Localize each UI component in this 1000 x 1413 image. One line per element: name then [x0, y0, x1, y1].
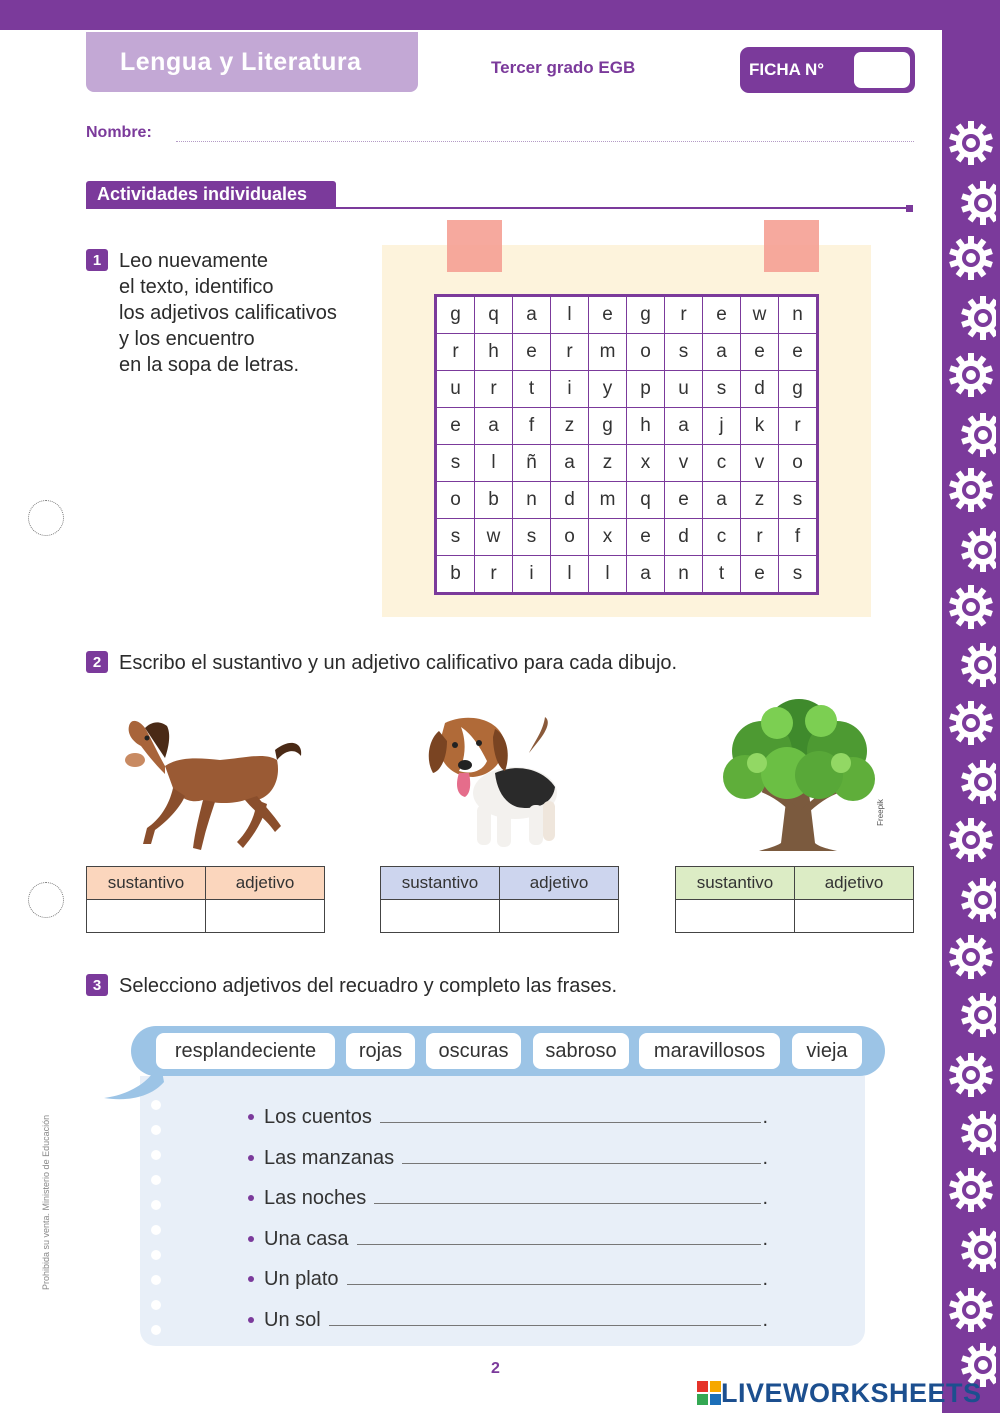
- grid-letter-cell[interactable]: u: [665, 371, 703, 408]
- answer-blank[interactable]: [380, 1122, 762, 1123]
- bubble-tail: [104, 1060, 164, 1104]
- grid-letter-cell[interactable]: n: [779, 296, 818, 334]
- sentence-row: [248, 1182, 768, 1210]
- tape-left: [447, 220, 502, 272]
- grid-row: [436, 296, 818, 334]
- table-header-sustantivo: sustantivo: [87, 867, 206, 900]
- answer-blank[interactable]: [402, 1163, 761, 1164]
- grid-letter-cell[interactable]: e: [589, 296, 627, 334]
- gear-icon: [946, 1108, 996, 1158]
- notebook-ring: [151, 1325, 161, 1335]
- grid-letter-cell[interactable]: ñ: [513, 445, 551, 482]
- grid-letter-cell[interactable]: u: [436, 371, 475, 408]
- grid-letter-cell[interactable]: a: [551, 445, 589, 482]
- grid-letter-cell[interactable]: c: [703, 445, 741, 482]
- subject-title: Lengua y Literatura: [86, 32, 418, 92]
- grid-letter-cell[interactable]: m: [589, 334, 627, 371]
- answer-blank[interactable]: [329, 1325, 762, 1326]
- punch-hole: [28, 500, 64, 536]
- grid-letter-cell[interactable]: b: [436, 556, 475, 594]
- sentence-row: [248, 1142, 768, 1170]
- grid-letter-cell[interactable]: o: [436, 482, 475, 519]
- grid-letter-cell[interactable]: k: [741, 408, 779, 445]
- sentence-row: [248, 1101, 768, 1129]
- table-header-adjetivo: adjetivo: [500, 867, 619, 900]
- instruction-line: el texto, identifico: [119, 276, 274, 298]
- bullet: [248, 1155, 254, 1161]
- instruction-line: los adjetivos calificativos: [119, 302, 337, 324]
- grid-letter-cell[interactable]: z: [551, 408, 589, 445]
- grid-letter-cell[interactable]: s: [436, 445, 475, 482]
- grid-letter-cell[interactable]: e: [741, 556, 779, 594]
- copyright-note: Prohibida su venta. Ministerio de Educación: [41, 1114, 51, 1290]
- tree-picture: [717, 693, 882, 855]
- grid-letter-cell[interactable]: l: [589, 556, 627, 594]
- grid-letter-cell[interactable]: m: [589, 482, 627, 519]
- grid-letter-cell[interactable]: e: [627, 519, 665, 556]
- gear-icon: [946, 698, 996, 748]
- sentence-start: Un sol: [264, 1309, 321, 1331]
- sentence-start: Un plato: [264, 1268, 339, 1290]
- grid-letter-cell[interactable]: o: [779, 445, 818, 482]
- answer-blank[interactable]: [374, 1203, 761, 1204]
- grid-letter-cell[interactable]: s: [513, 519, 551, 556]
- notebook-ring: [151, 1225, 161, 1235]
- grid-letter-cell[interactable]: r: [436, 334, 475, 371]
- sentence-end: .: [762, 1106, 768, 1128]
- word-chip[interactable]: maravillosos: [639, 1033, 780, 1069]
- adjetivo-answer-field[interactable]: [500, 900, 619, 933]
- sentence-start: Las manzanas: [264, 1147, 395, 1169]
- grid-row: [436, 408, 818, 445]
- gear-icon: [946, 350, 996, 400]
- grid-letter-cell[interactable]: d: [665, 519, 703, 556]
- notebook-ring: [151, 1275, 161, 1285]
- gear-icon: [946, 410, 996, 460]
- grid-letter-cell[interactable]: h: [627, 408, 665, 445]
- sustantivo-answer-field[interactable]: [676, 900, 795, 933]
- section-rule: [86, 207, 912, 209]
- activity-1-instruction: [119, 248, 379, 378]
- gear-icon: [946, 525, 996, 575]
- sentence-row: [248, 1263, 768, 1291]
- notebook-ring: [151, 1175, 161, 1185]
- grid-letter-cell[interactable]: r: [779, 408, 818, 445]
- activity-1-number: 1: [86, 249, 108, 271]
- notebook-ring: [151, 1200, 161, 1210]
- liveworksheets-brand: LIVEWORKSHEETS: [721, 1377, 982, 1408]
- activity-2-number: 2: [86, 651, 108, 673]
- gear-icon: [946, 293, 996, 343]
- sentence-end: .: [762, 1309, 768, 1331]
- bullet: [248, 1276, 254, 1282]
- grid-letter-cell[interactable]: t: [703, 556, 741, 594]
- grid-letter-cell[interactable]: r: [551, 334, 589, 371]
- notebook-ring: [151, 1250, 161, 1260]
- word-search-grid[interactable]: [434, 294, 819, 595]
- grid-letter-cell[interactable]: r: [475, 556, 513, 594]
- activity-2-instruction: Escribo el sustantivo y un adjetivo calificativo para cada dibujo.: [119, 652, 678, 674]
- sustantivo-answer-field[interactable]: [87, 900, 206, 933]
- grid-letter-cell[interactable]: a: [475, 408, 513, 445]
- noun-adjective-table-horse: [86, 866, 325, 933]
- sentence-row: [248, 1304, 768, 1332]
- grid-letter-cell[interactable]: i: [551, 371, 589, 408]
- notebook-ring: [151, 1300, 161, 1310]
- horse-picture: [125, 708, 305, 856]
- grid-letter-cell[interactable]: j: [703, 408, 741, 445]
- nombre-field[interactable]: [176, 141, 914, 142]
- grid-letter-cell[interactable]: e: [436, 408, 475, 445]
- grid-letter-cell[interactable]: v: [741, 445, 779, 482]
- grid-letter-cell[interactable]: e: [779, 334, 818, 371]
- grid-letter-cell[interactable]: r: [741, 519, 779, 556]
- grid-letter-cell[interactable]: a: [703, 482, 741, 519]
- gear-icon: [946, 233, 996, 283]
- grid-letter-cell[interactable]: x: [627, 445, 665, 482]
- grid-letter-cell[interactable]: s: [779, 482, 818, 519]
- word-chip[interactable]: oscuras: [426, 1033, 521, 1069]
- notebook-ring: [151, 1150, 161, 1160]
- grid-letter-cell[interactable]: r: [475, 371, 513, 408]
- grid-letter-cell[interactable]: b: [475, 482, 513, 519]
- ficha-label: FICHA N°: [749, 60, 825, 79]
- sentence-start: Las noches: [264, 1187, 367, 1209]
- grid-letter-cell[interactable]: z: [741, 482, 779, 519]
- image-credit: Freepik: [875, 799, 885, 826]
- grid-letter-cell[interactable]: n: [513, 482, 551, 519]
- grid-letter-cell[interactable]: t: [513, 371, 551, 408]
- sentence-end: .: [762, 1268, 768, 1290]
- grid-letter-cell[interactable]: f: [779, 519, 818, 556]
- tape-right: [764, 220, 819, 272]
- grid-letter-cell[interactable]: r: [665, 296, 703, 334]
- grid-letter-cell[interactable]: o: [627, 334, 665, 371]
- instruction-line: Leo nuevamente: [119, 250, 269, 272]
- word-chip[interactable]: rojas: [346, 1033, 415, 1069]
- top-bar: [0, 0, 1000, 30]
- grid-letter-cell[interactable]: e: [741, 334, 779, 371]
- grid-letter-cell[interactable]: a: [665, 408, 703, 445]
- gear-icon: [946, 932, 996, 982]
- grid-letter-cell[interactable]: a: [513, 296, 551, 334]
- grid-letter-cell[interactable]: l: [475, 445, 513, 482]
- grid-letter-cell[interactable]: h: [475, 334, 513, 371]
- ficha-number-field[interactable]: [854, 52, 910, 88]
- section-label: Actividades individuales: [86, 181, 336, 208]
- gear-icon: [946, 1050, 996, 1100]
- bullet: [248, 1236, 254, 1242]
- sentence-end: .: [762, 1147, 768, 1169]
- grid-letter-cell[interactable]: q: [475, 296, 513, 334]
- grid-letter-cell[interactable]: z: [589, 445, 627, 482]
- gear-icon: [946, 990, 996, 1040]
- bullet: [248, 1317, 254, 1323]
- answer-blank[interactable]: [347, 1284, 762, 1285]
- sustantivo-answer-field[interactable]: [381, 900, 500, 933]
- punch-hole: [28, 882, 64, 918]
- liveworksheets-logo[interactable]: [697, 1378, 982, 1408]
- table-header-sustantivo: sustantivo: [676, 867, 795, 900]
- grid-letter-cell[interactable]: a: [627, 556, 665, 594]
- grid-letter-cell[interactable]: e: [665, 482, 703, 519]
- section-rule-end: [906, 205, 913, 212]
- table-header-adjetivo: adjetivo: [795, 867, 914, 900]
- grid-letter-cell[interactable]: l: [551, 296, 589, 334]
- gear-icon: [946, 465, 996, 515]
- sentence-end: .: [762, 1187, 768, 1209]
- word-chip[interactable]: sabroso: [533, 1033, 629, 1069]
- notebook-ring: [151, 1125, 161, 1135]
- grid-letter-cell[interactable]: e: [703, 296, 741, 334]
- instruction-line: en la sopa de letras.: [119, 354, 300, 376]
- grid-row: [436, 482, 818, 519]
- grid-row: [436, 445, 818, 482]
- grid-letter-cell[interactable]: d: [551, 482, 589, 519]
- grid-letter-cell[interactable]: e: [513, 334, 551, 371]
- grid-letter-cell[interactable]: v: [665, 445, 703, 482]
- adjetivo-answer-field[interactable]: [206, 900, 325, 933]
- grid-letter-cell[interactable]: y: [589, 371, 627, 408]
- grid-letter-cell[interactable]: p: [627, 371, 665, 408]
- sentence-start: Una casa: [264, 1228, 349, 1250]
- grid-letter-cell[interactable]: f: [513, 408, 551, 445]
- grid-letter-cell[interactable]: l: [551, 556, 589, 594]
- answer-blank[interactable]: [357, 1244, 762, 1245]
- grid-letter-cell[interactable]: x: [589, 519, 627, 556]
- grid-letter-cell[interactable]: s: [665, 334, 703, 371]
- grid-letter-cell[interactable]: w: [475, 519, 513, 556]
- grid-letter-cell[interactable]: o: [551, 519, 589, 556]
- grid-letter-cell[interactable]: q: [627, 482, 665, 519]
- grid-letter-cell[interactable]: s: [703, 371, 741, 408]
- grid-letter-cell[interactable]: w: [741, 296, 779, 334]
- grade-label: Tercer grado EGB: [491, 58, 636, 77]
- grid-letter-cell[interactable]: d: [741, 371, 779, 408]
- grid-letter-cell[interactable]: s: [779, 556, 818, 594]
- grid-letter-cell[interactable]: g: [436, 296, 475, 334]
- dog-picture: [425, 713, 565, 858]
- grid-row: [436, 334, 818, 371]
- nombre-label: Nombre:: [86, 124, 152, 141]
- grid-letter-cell[interactable]: c: [703, 519, 741, 556]
- gear-icon: [946, 1225, 996, 1275]
- gear-icon: [946, 118, 996, 168]
- grid-letter-cell[interactable]: g: [779, 371, 818, 408]
- sentence-end: .: [762, 1228, 768, 1250]
- instruction-line: y los encuentro: [119, 328, 255, 350]
- grid-letter-cell[interactable]: g: [627, 296, 665, 334]
- table-header-sustantivo: sustantivo: [381, 867, 500, 900]
- noun-adjective-table-dog: [380, 866, 619, 933]
- adjetivo-answer-field[interactable]: [795, 900, 914, 933]
- activity-3-instruction: Selecciono adjetivos del recuadro y completo las frases.: [119, 975, 618, 997]
- liveworksheets-icon: [697, 1381, 721, 1405]
- gear-icon: [946, 582, 996, 632]
- page-number: 2: [491, 1360, 500, 1377]
- bullet: [248, 1195, 254, 1201]
- gear-icon: [946, 1285, 996, 1335]
- gear-icon: [946, 178, 996, 228]
- ficha-badge: [740, 47, 915, 93]
- grid-letter-cell[interactable]: n: [665, 556, 703, 594]
- grid-letter-cell[interactable]: a: [703, 334, 741, 371]
- word-chip[interactable]: resplandeciente: [156, 1033, 335, 1069]
- sentence-start: Los cuentos: [264, 1106, 372, 1128]
- gear-icon: [946, 640, 996, 690]
- grid-letter-cell[interactable]: g: [589, 408, 627, 445]
- gear-icon: [946, 875, 996, 925]
- noun-adjective-table-tree: [675, 866, 914, 933]
- grid-row: [436, 519, 818, 556]
- gear-icon: [946, 1165, 996, 1215]
- grid-row: [436, 556, 818, 594]
- grid-letter-cell[interactable]: i: [513, 556, 551, 594]
- table-header-adjetivo: adjetivo: [206, 867, 325, 900]
- activity-3-number: 3: [86, 974, 108, 996]
- grid-letter-cell[interactable]: s: [436, 519, 475, 556]
- word-chip[interactable]: vieja: [792, 1033, 862, 1069]
- gear-icon: [946, 815, 996, 865]
- grid-row: [436, 371, 818, 408]
- gear-icon: [946, 757, 996, 807]
- bullet: [248, 1114, 254, 1120]
- sentence-row: [248, 1223, 768, 1251]
